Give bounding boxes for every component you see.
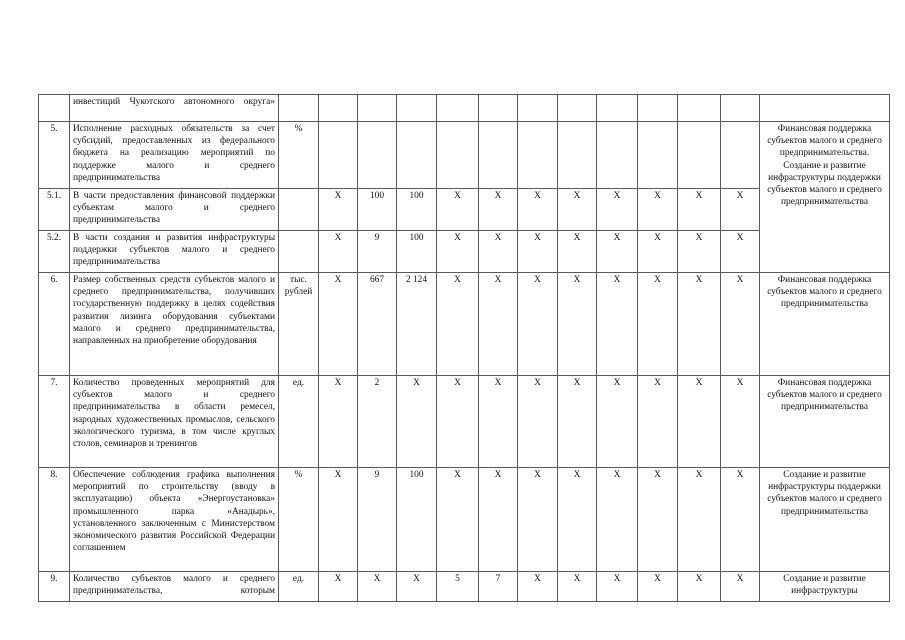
unit-cell [279, 95, 319, 122]
value-cell: 9 [358, 468, 397, 572]
value-cell: X [638, 273, 678, 376]
row-number: 5.2. [39, 231, 70, 273]
value-cell: X [319, 468, 358, 572]
value-cell: X [518, 468, 558, 572]
value-cell: X [397, 376, 437, 468]
value-cell: X [437, 231, 479, 273]
value-cell [358, 95, 397, 122]
value-cell [518, 122, 558, 189]
value-cell: X [558, 273, 597, 376]
unit-cell: ед. [279, 376, 319, 468]
value-cell: 667 [358, 273, 397, 376]
row-number: 7. [39, 376, 70, 468]
indicator-description: Количество субъектов малого и среднего предпринимательства, которым [70, 572, 279, 602]
unit-cell: тыс. рублей [279, 273, 319, 376]
value-cell [678, 95, 721, 122]
value-cell: 2 [358, 376, 397, 468]
value-cell: X [678, 376, 721, 468]
indicator-description: В части предоставления финансовой поддержки субъектам малого и среднего предпринимательства [70, 189, 279, 231]
value-cell [518, 95, 558, 122]
row-number: 9. [39, 572, 70, 602]
value-cell [437, 122, 479, 189]
table-row [39, 273, 890, 376]
value-cell: X [319, 572, 358, 602]
value-cell: X [437, 273, 479, 376]
value-cell: X [678, 468, 721, 572]
value-cell: X [518, 231, 558, 273]
value-cell [397, 122, 437, 189]
value-cell [319, 95, 358, 122]
value-cell: 100 [358, 189, 397, 231]
value-cell: X [678, 189, 721, 231]
value-cell: X [518, 376, 558, 468]
unit-cell: ед. [279, 572, 319, 602]
value-cell: 2 124 [397, 273, 437, 376]
value-cell [397, 95, 437, 122]
indicator-description: инвестиций Чукотского автономного округа» [70, 95, 279, 122]
value-cell [638, 122, 678, 189]
value-cell: X [558, 231, 597, 273]
value-cell: 7 [479, 572, 518, 602]
table-row [39, 572, 890, 602]
value-cell: X [437, 189, 479, 231]
unit-cell [279, 189, 319, 231]
unit-cell: % [279, 122, 319, 189]
value-cell: 100 [397, 468, 437, 572]
value-cell: X [721, 572, 760, 602]
table-row [39, 122, 890, 189]
value-cell: X [597, 189, 638, 231]
value-cell: X [638, 231, 678, 273]
value-cell: X [479, 189, 518, 231]
value-cell: X [597, 273, 638, 376]
value-cell: X [558, 376, 597, 468]
value-cell: 9 [358, 231, 397, 273]
table-row [39, 468, 890, 572]
indicator-description: Количество проведенных мероприятий для субъектов малого и среднего предпринимательства в области ремесел, народных художественных промыслов, сельского экологического туризма, в том числе круглых столов, семинаров и тренингов [70, 376, 279, 468]
value-cell: X [721, 273, 760, 376]
indicator-description: Исполнение расходных обязательств за счет субсидий, предоставленных из федерального бюджета на реализацию мероприятий по поддержке малого и среднего предпринимательства [70, 122, 279, 189]
result-cell: Финансовая поддержка субъектов малого и среднего предпринимательства. Создание и развитие инфраструктуры поддержки субъектов малого и среднего предпринимательства [760, 122, 890, 273]
value-cell: X [597, 468, 638, 572]
value-cell [721, 95, 760, 122]
value-cell: X [479, 376, 518, 468]
value-cell: X [638, 376, 678, 468]
value-cell: X [479, 273, 518, 376]
row-number: 8. [39, 468, 70, 572]
result-cell: Финансовая поддержка субъектов малого и среднего предпринимательства [760, 273, 890, 376]
value-cell: X [597, 231, 638, 273]
table-row [39, 376, 890, 468]
value-cell [437, 95, 479, 122]
result-cell [760, 95, 890, 122]
value-cell: 100 [397, 189, 437, 231]
value-cell: 5 [437, 572, 479, 602]
table-row [39, 95, 890, 122]
result-cell: Финансовая поддержка субъектов малого и среднего предпринимательства [760, 376, 890, 468]
value-cell: X [518, 189, 558, 231]
unit-cell: % [279, 468, 319, 572]
value-cell: X [518, 572, 558, 602]
value-cell: X [319, 273, 358, 376]
row-number: 6. [39, 273, 70, 376]
value-cell: X [319, 189, 358, 231]
value-cell: X [678, 273, 721, 376]
value-cell [479, 122, 518, 189]
result-cell: Создание и развитие инфраструктуры поддержки субъектов малого и среднего предпринимательства [760, 468, 890, 572]
value-cell [319, 122, 358, 189]
value-cell: X [319, 376, 358, 468]
value-cell: X [638, 468, 678, 572]
indicator-description: В части создания и развития инфраструктуры поддержки субъектов малого и среднего предпринимательства [70, 231, 279, 273]
row-number: 5.1. [39, 189, 70, 231]
indicator-description: Обеспечение соблюдения графика выполнения мероприятий по строительству (вводу в эксплуатацию) объекта «Энергоустановка» промышленного парка «Анадырь», установленного заключенным с Министерством экономического развития Российской Федерации соглашением [70, 468, 279, 572]
value-cell [597, 122, 638, 189]
value-cell: X [721, 468, 760, 572]
value-cell: X [397, 572, 437, 602]
value-cell [638, 95, 678, 122]
value-cell [721, 122, 760, 189]
value-cell: X [479, 231, 518, 273]
value-cell: X [358, 572, 397, 602]
value-cell: X [518, 273, 558, 376]
value-cell: X [678, 231, 721, 273]
value-cell: X [678, 572, 721, 602]
result-cell: Создание и развитие инфраструктуры [760, 572, 890, 602]
value-cell: X [437, 468, 479, 572]
value-cell: X [721, 231, 760, 273]
indicator-description: Размер собственных средств субъектов малого и среднего предпринимательства, получивших государственную поддержку в целях содействия развития лизинга оборудования субъектами малого и среднего предпринимательства, направленных на приобретение оборудования [70, 273, 279, 376]
value-cell: X [638, 572, 678, 602]
value-cell [558, 95, 597, 122]
value-cell: X [558, 572, 597, 602]
value-cell: X [558, 189, 597, 231]
value-cell: X [597, 376, 638, 468]
indicators-table [38, 94, 890, 602]
value-cell [479, 95, 518, 122]
value-cell: X [319, 231, 358, 273]
unit-cell [279, 231, 319, 273]
value-cell [678, 122, 721, 189]
value-cell [358, 122, 397, 189]
value-cell: X [721, 376, 760, 468]
value-cell: X [558, 468, 597, 572]
document-sheet [38, 94, 890, 602]
value-cell: X [437, 376, 479, 468]
row-number [39, 95, 70, 122]
value-cell [597, 95, 638, 122]
value-cell: 100 [397, 231, 437, 273]
value-cell [558, 122, 597, 189]
row-number: 5. [39, 122, 70, 189]
value-cell: X [479, 468, 518, 572]
value-cell: X [721, 189, 760, 231]
value-cell: X [638, 189, 678, 231]
value-cell: X [597, 572, 638, 602]
